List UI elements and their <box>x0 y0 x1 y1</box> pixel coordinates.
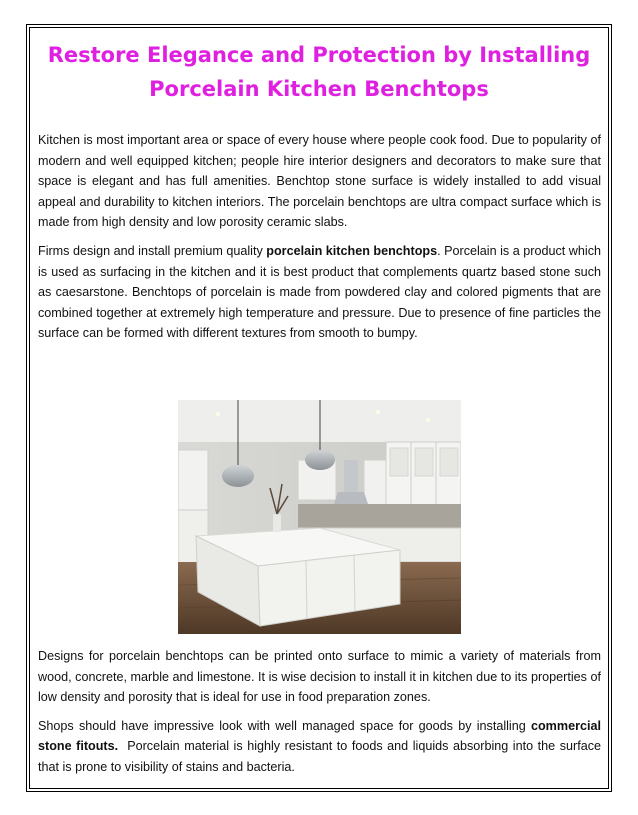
paragraph-2-text-end: . Porcelain is a product which is used as surfacing in the kitchen and it is best product that complements quartz based stone such as caesarstone. Benchtops of porcelain is made from powdered clay and colored pigments that are combined together at extremely high temperature and pressure. Due to presence of fine particles the surface can be formed with different textures from smooth to bumpy. <box>38 243 601 341</box>
commercial-stone-fitouts-link[interactable]: commercial stone fitouts. <box>38 718 601 754</box>
paragraph-2 <box>38 241 601 344</box>
paragraph-4-text-start: Shops should have impressive look with well managed space for goods by installing <box>38 718 531 733</box>
paragraph-3: Designs for porcelain benchtops can be printed onto surface to mimic a variety of materials from wood, concrete, marble and limestone. It is wise decision to install it in kitchen due to its properties of low density and porosity that is ideal for use in food preparation zones. <box>38 649 601 705</box>
paragraph-1: Kitchen is most important area or space of every house where people cook food. Due to popularity of modern and well equipped kitchen; people hire interior designers and decorators to make sure that space is elegant and has full amenities. Benchtop stone surface is widely installed to add visual appeal and durability to kitchen interiors. The porcelain benchtops are ultra compact surface which is made from high density and low porosity ceramic slabs. <box>38 133 601 230</box>
paragraph-4-text-end: Porcelain material is highly resistant to foods and liquids absorbing into the surface that is prone to visibility of stains and bacteria. <box>38 739 605 774</box>
intro-section <box>38 130 601 352</box>
kitchen-photo <box>178 400 461 634</box>
paragraph-2-text-start: Firms design and install premium quality <box>38 243 267 258</box>
paragraph-4 <box>38 716 605 778</box>
porcelain-benchtops-link[interactable]: porcelain kitchen benchtops <box>266 243 438 258</box>
document-title: Restore Elegance and Protection by Installing Porcelain Kitchen Benchtops <box>47 43 591 101</box>
closing-section <box>38 646 605 786</box>
